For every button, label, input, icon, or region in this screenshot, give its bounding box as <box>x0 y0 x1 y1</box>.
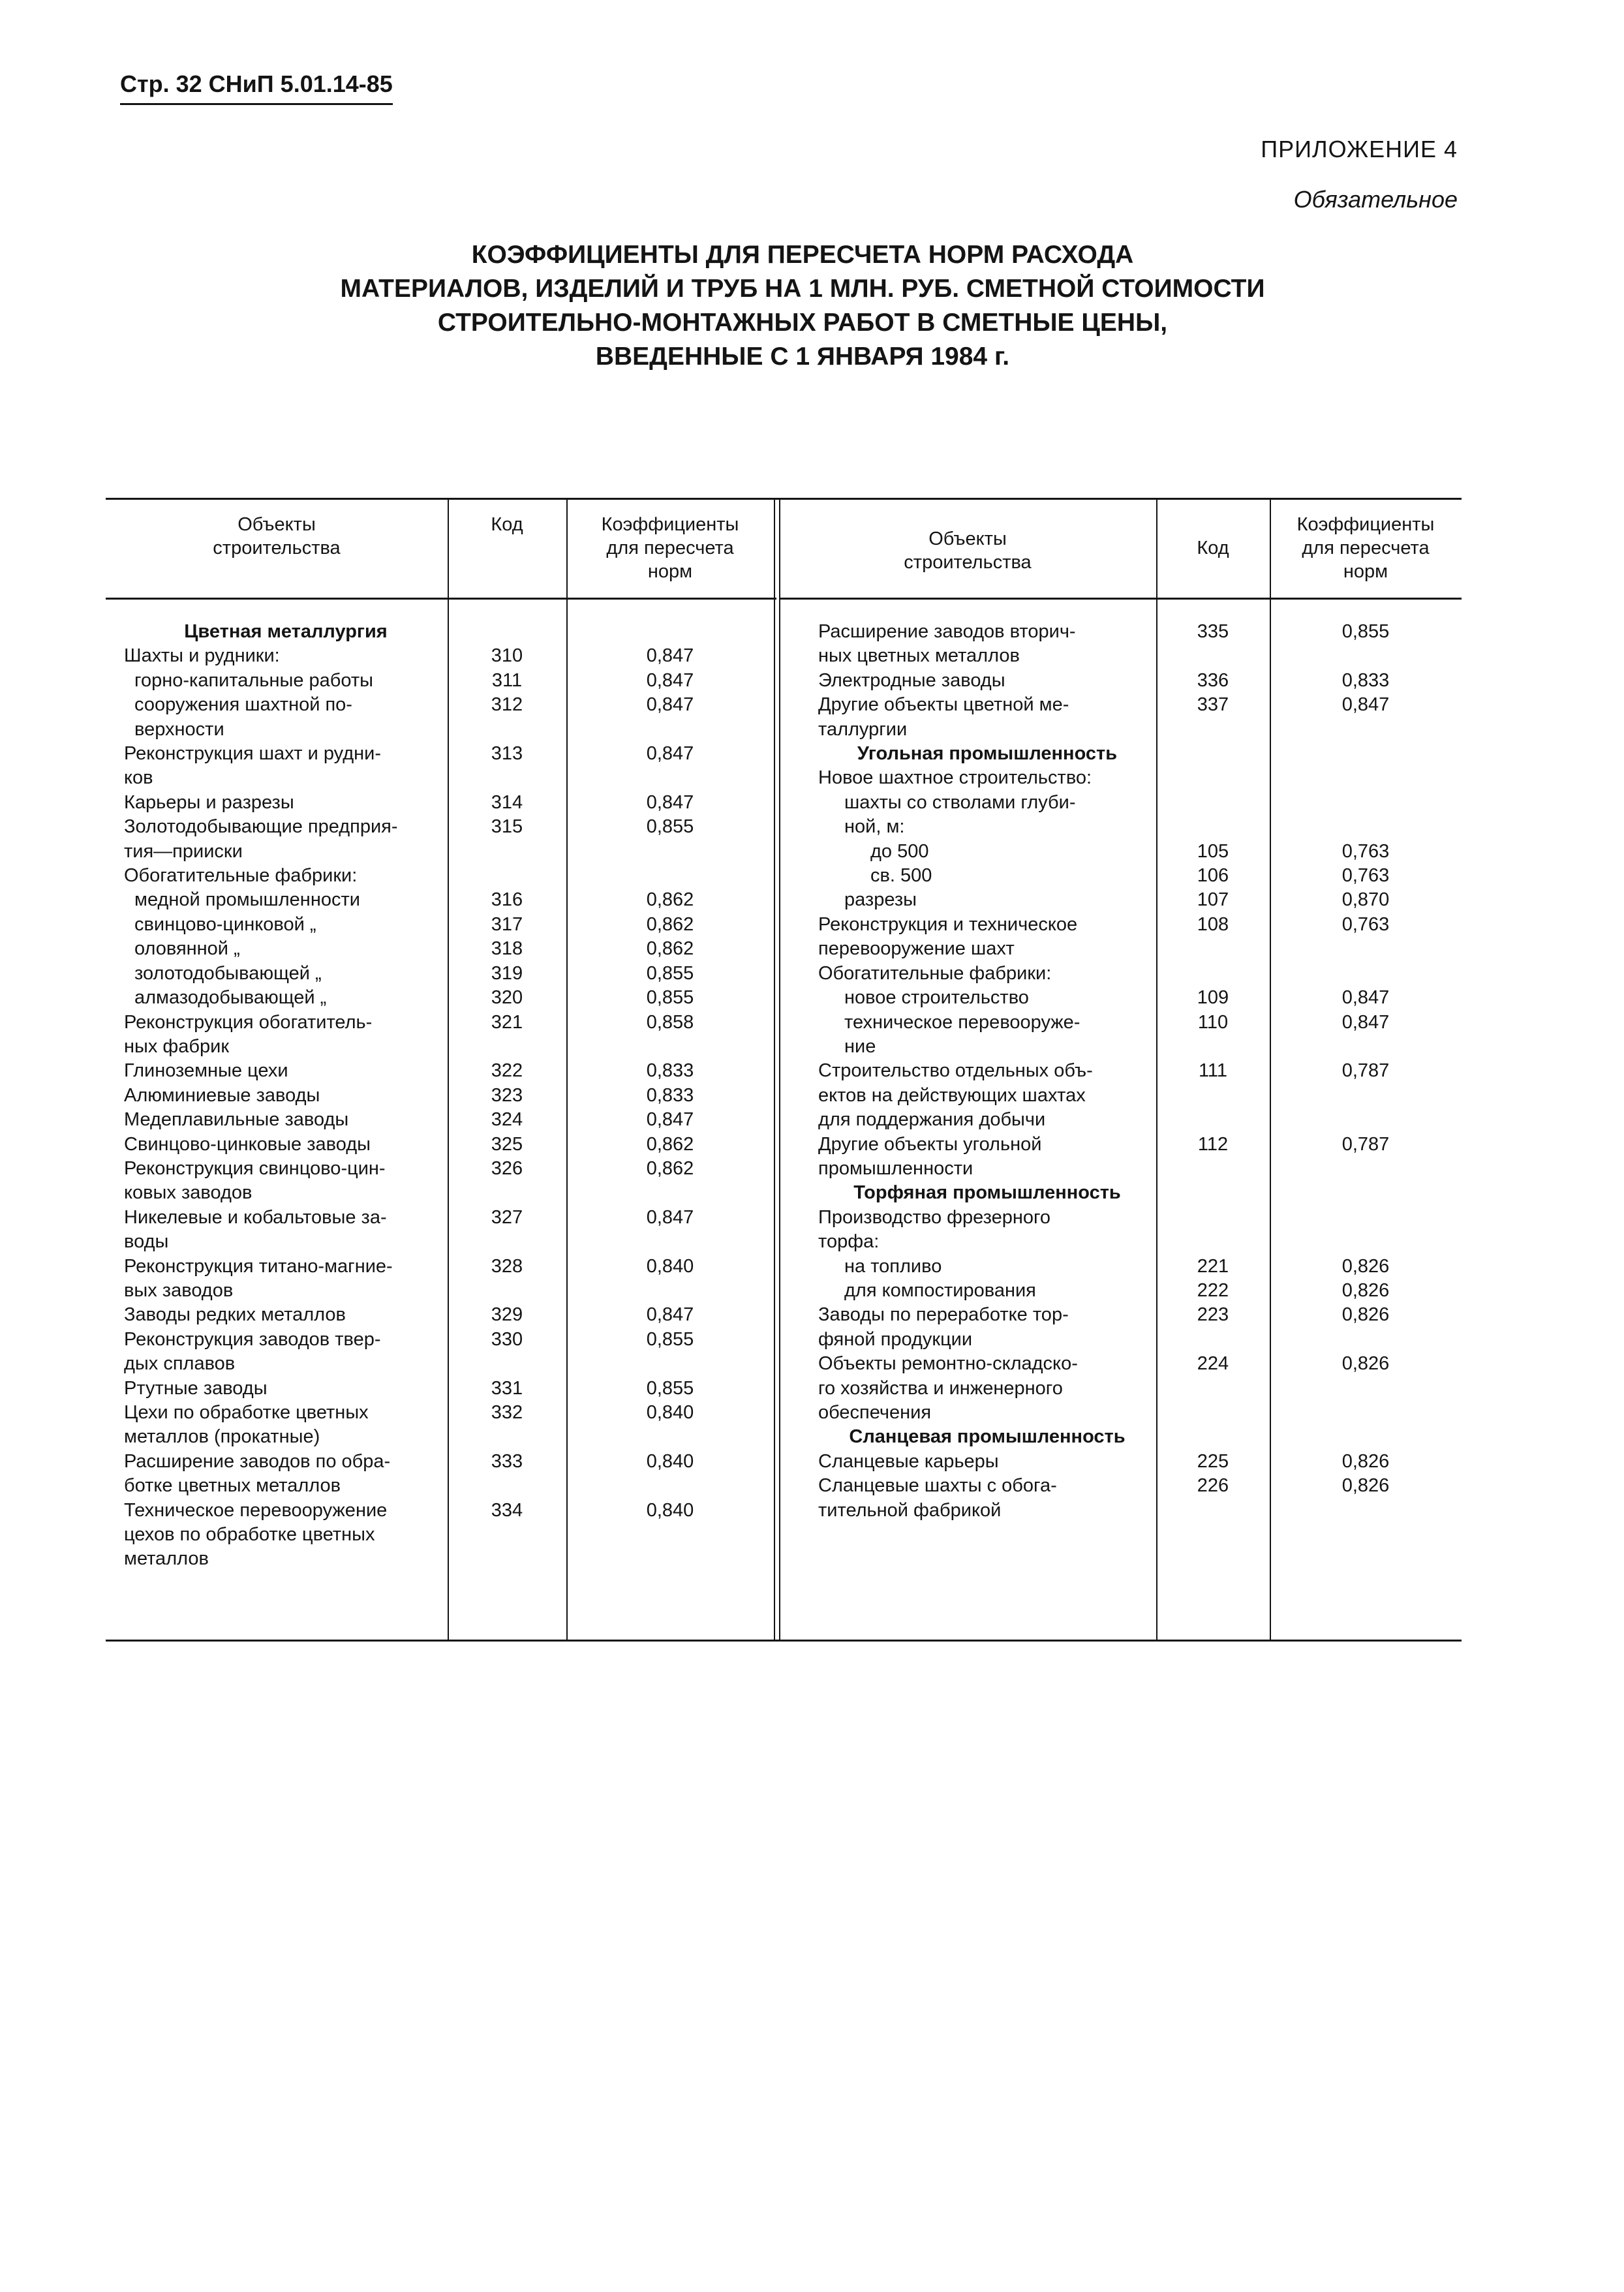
table-row <box>818 1133 1462 1157</box>
table-row <box>818 1157 1462 1181</box>
table-row <box>124 644 774 668</box>
object-name: Обогатительные фабрики: <box>124 865 358 887</box>
object-name: ботке цветных металлов <box>124 1475 341 1497</box>
object-name: верхности <box>134 718 224 740</box>
table-body-left <box>124 620 774 1572</box>
title-line: ВВЕДЕННЫЕ С 1 ЯНВАРЯ 1984 г. <box>595 343 1010 371</box>
object-name: Медеплавильные заводы <box>124 1109 349 1131</box>
code-cell: 324 <box>491 1109 523 1131</box>
table-row <box>818 962 1462 986</box>
code-cell: 330 <box>491 1328 523 1350</box>
object-name: воды <box>124 1231 169 1253</box>
code-cell: 221 <box>1197 1255 1229 1277</box>
object-name: Реконструкция и техническое <box>818 913 1078 935</box>
table-row <box>124 1523 774 1547</box>
table-row <box>818 1035 1462 1059</box>
code-cell: 311 <box>491 669 523 691</box>
table-row <box>124 840 774 864</box>
coefficient-cell: 0,826 <box>1341 1353 1390 1375</box>
coefficient-cell: 0,855 <box>646 987 694 1009</box>
table-row <box>124 1157 774 1181</box>
object-name: оловянной „ <box>134 938 240 960</box>
coefficient-cell: 0,826 <box>1341 1255 1390 1277</box>
table-row <box>124 1011 774 1035</box>
table-row <box>124 1425 774 1449</box>
table-row <box>124 1450 774 1474</box>
table-row <box>818 1011 1462 1035</box>
table-row <box>818 1255 1462 1279</box>
table-row <box>818 864 1462 888</box>
table-row <box>818 986 1462 1010</box>
coefficient-cell: 0,858 <box>646 1011 694 1033</box>
table-row <box>124 1377 774 1401</box>
code-cell: 224 <box>1197 1353 1229 1375</box>
code-cell: 112 <box>1197 1133 1229 1155</box>
code-cell: 336 <box>1197 669 1229 691</box>
object-name: дых сплавов <box>124 1353 236 1375</box>
table-row <box>818 791 1462 815</box>
code-cell: 329 <box>491 1304 523 1326</box>
object-name: шахты со стволами глуби- <box>844 791 1076 813</box>
header-code-right: Код <box>1197 538 1229 558</box>
table-row <box>124 1328 774 1352</box>
table-row <box>124 1352 774 1376</box>
table-row <box>818 1474 1462 1498</box>
code-cell: 320 <box>491 987 523 1009</box>
coefficient-cell: 0,870 <box>1341 889 1390 911</box>
table-row <box>124 913 774 937</box>
coefficient-cell: 0,833 <box>1341 669 1390 691</box>
appendix-label: ПРИЛОЖЕНИЕ 4 <box>1261 136 1458 162</box>
table-row <box>124 1230 774 1254</box>
coefficient-cell: 0,847 <box>646 1206 694 1228</box>
coefficient-cell: 0,847 <box>1341 694 1390 716</box>
divider-center-1 <box>774 498 775 1640</box>
object-name: Реконструкция свинцово-цин- <box>124 1157 386 1179</box>
table-row <box>818 718 1462 742</box>
coefficient-cell: 0,847 <box>646 669 694 691</box>
table-row <box>818 766 1462 790</box>
code-cell: 111 <box>1198 1060 1228 1082</box>
code-cell: 322 <box>491 1060 523 1082</box>
object-name: фяной продукции <box>818 1328 973 1350</box>
coefficient-cell: 0,787 <box>1341 1060 1390 1082</box>
mandatory-label: Обязательное <box>1293 186 1458 213</box>
code-cell: 312 <box>491 694 523 716</box>
coefficient-cell: 0,840 <box>646 1402 694 1423</box>
code-cell: 327 <box>491 1206 523 1228</box>
code-cell: 335 <box>1197 621 1229 642</box>
code-cell: 328 <box>491 1255 523 1277</box>
coefficient-cell: 0,826 <box>1341 1279 1390 1301</box>
section-heading <box>124 620 774 644</box>
coefficient-cell: 0,847 <box>646 645 694 667</box>
object-name: металлов <box>124 1548 209 1570</box>
code-cell: 225 <box>1197 1450 1229 1472</box>
code-cell: 316 <box>491 889 523 911</box>
code-cell: 314 <box>491 791 523 813</box>
code-cell: 310 <box>491 645 523 667</box>
object-name: Реконструкция шахт и рудни- <box>124 743 381 765</box>
coefficient-cell: 0,855 <box>646 1328 694 1350</box>
coefficient-cell: 0,847 <box>646 1304 694 1326</box>
object-name: ков <box>124 767 153 789</box>
coefficient-cell: 0,847 <box>646 791 694 813</box>
title-line: СТРОИТЕЛЬНО-МОНТАЖНЫХ РАБОТ В СМЕТНЫЕ ЦЕНЫ, <box>437 309 1168 337</box>
object-name: разрезы <box>844 889 917 911</box>
code-cell: 332 <box>491 1402 523 1423</box>
title-line: МАТЕРИАЛОВ, ИЗДЕЛИЙ И ТРУБ НА 1 МЛН. РУБ. СМЕТНОЙ СТОИМОСТИ <box>340 275 1265 303</box>
object-name: новое строительство <box>844 987 1029 1009</box>
object-name: Техническое перевооружение <box>124 1499 388 1521</box>
page-header: Стр. 32 СНиП 5.01.14-85 <box>120 70 393 105</box>
code-cell: 333 <box>491 1450 523 1472</box>
code-cell: 110 <box>1197 1011 1229 1033</box>
header-coef-left: Коэффициенты для пересчета норм <box>601 514 739 582</box>
object-name: таллургии <box>818 718 908 740</box>
table-row <box>124 1279 774 1303</box>
code-cell: 331 <box>491 1377 523 1399</box>
code-cell: 319 <box>491 962 523 984</box>
code-cell: 222 <box>1197 1279 1229 1301</box>
table-row <box>818 1279 1462 1303</box>
object-name: ковых заводов <box>124 1182 253 1204</box>
coefficient-cell: 0,840 <box>646 1450 694 1472</box>
table-top-rule <box>106 498 1462 500</box>
object-name: Расширение заводов вторич- <box>818 621 1076 642</box>
object-name: для компостирования <box>844 1279 1036 1301</box>
table-row <box>818 693 1462 717</box>
object-name: Электродные заводы <box>818 669 1005 691</box>
table-row <box>818 1206 1462 1230</box>
object-name: Сланцевые шахты с обога- <box>818 1475 1057 1497</box>
code-cell: 325 <box>491 1133 523 1155</box>
coefficient-cell: 0,833 <box>646 1084 694 1106</box>
coefficient-cell: 0,862 <box>646 913 694 935</box>
coefficient-cell: 0,826 <box>1341 1475 1390 1497</box>
coefficient-cell: 0,763 <box>1341 913 1390 935</box>
title-line: КОЭФФИЦИЕНТЫ ДЛЯ ПЕРЕСЧЕТА НОРМ РАСХОДА <box>471 241 1134 269</box>
table-row <box>818 1303 1462 1327</box>
object-name: Обогатительные фабрики: <box>818 962 1052 984</box>
table-row <box>124 1303 774 1327</box>
code-cell: 106 <box>1197 865 1229 887</box>
coefficient-cell: 0,840 <box>646 1499 694 1521</box>
header-bottom-rule-left <box>106 598 776 600</box>
object-name: Расширение заводов по обра- <box>124 1450 391 1472</box>
section-title: Торфяная промышленность <box>853 1182 1121 1204</box>
table-body-right <box>818 620 1462 1523</box>
table-row <box>818 937 1462 961</box>
code-cell: 315 <box>491 816 523 838</box>
object-name: сооружения шахтной по- <box>134 694 352 716</box>
object-name: свинцово-цинковой „ <box>134 913 316 935</box>
coefficient-cell: 0,847 <box>1341 987 1390 1009</box>
table-row <box>818 1450 1462 1474</box>
object-name: промышленности <box>818 1157 973 1179</box>
coefficient-cell: 0,826 <box>1341 1450 1390 1472</box>
table-row <box>124 1181 774 1205</box>
object-name: техническое перевооруже- <box>844 1011 1080 1033</box>
object-name: Алюминиевые заводы <box>124 1084 320 1106</box>
coefficient-cell: 0,855 <box>646 1377 694 1399</box>
section-heading <box>818 1425 1462 1449</box>
object-name: тия—прииски <box>124 840 243 862</box>
code-cell: 313 <box>491 743 523 765</box>
coefficient-cell: 0,855 <box>646 816 694 838</box>
header-objects-right: Объекты строительства <box>904 528 1032 573</box>
table-row <box>124 1084 774 1108</box>
coefficient-cell: 0,833 <box>646 1060 694 1082</box>
code-cell: 226 <box>1197 1475 1229 1497</box>
table-row <box>124 1499 774 1523</box>
code-cell: 223 <box>1197 1304 1229 1326</box>
object-name: Реконструкция титано-магние- <box>124 1255 393 1277</box>
table-row <box>818 815 1462 839</box>
object-name: Строительство отдельных объ- <box>818 1060 1093 1082</box>
document-title <box>196 238 1409 374</box>
code-cell: 318 <box>491 938 523 960</box>
table-row <box>818 840 1462 864</box>
table-row <box>818 888 1462 912</box>
coefficient-cell: 0,862 <box>646 938 694 960</box>
section-heading <box>818 1181 1462 1205</box>
table-row <box>124 1059 774 1083</box>
table-row <box>124 1108 774 1132</box>
coefficient-cell: 0,847 <box>646 743 694 765</box>
section-title: Сланцевая промышленность <box>849 1426 1126 1448</box>
object-name: Реконструкция заводов твер- <box>124 1328 381 1350</box>
code-cell: 337 <box>1197 694 1229 716</box>
section-title: Угольная промышленность <box>857 743 1118 765</box>
coefficient-cell: 0,847 <box>646 1109 694 1131</box>
table-row <box>818 1328 1462 1352</box>
code-cell: 323 <box>491 1084 523 1106</box>
coefficient-cell: 0,855 <box>1341 621 1390 642</box>
divider-center-2 <box>779 498 780 1640</box>
code-cell: 334 <box>491 1499 523 1521</box>
section-heading <box>818 742 1462 766</box>
object-name: Шахты и рудники: <box>124 645 280 667</box>
object-name: торфа: <box>818 1231 880 1253</box>
object-name: алмазодобывающей „ <box>134 987 327 1009</box>
header-coef-right: Коэффициенты для пересчета норм <box>1296 514 1435 582</box>
code-cell: 321 <box>491 1011 523 1033</box>
code-cell: 317 <box>491 913 523 935</box>
table-row <box>124 962 774 986</box>
object-name: до 500 <box>870 840 929 862</box>
object-name: Объекты ремонтно-складско- <box>818 1353 1078 1375</box>
table-row <box>124 1401 774 1425</box>
table-row <box>124 937 774 961</box>
object-name: Реконструкция обогатитель- <box>124 1011 373 1033</box>
object-name: Заводы редких металлов <box>124 1304 346 1326</box>
table-row <box>818 1230 1462 1254</box>
coefficient-cell: 0,855 <box>646 962 694 984</box>
header-bottom-rule-right <box>780 598 1462 600</box>
coefficient-cell: 0,826 <box>1341 1304 1390 1326</box>
object-name: перевооружение шахт <box>818 938 1015 960</box>
object-name: ных фабрик <box>124 1035 230 1057</box>
object-name: ных цветных металлов <box>818 645 1020 667</box>
object-name: Заводы по переработке тор- <box>818 1304 1069 1326</box>
table-row <box>124 815 774 839</box>
section-title: Цветная металлургия <box>184 621 388 642</box>
object-name: го хозяйства и инженерного <box>818 1377 1063 1399</box>
object-name: св. 500 <box>870 865 932 887</box>
object-name: Глиноземные цехи <box>124 1060 288 1082</box>
coefficient-cell: 0,847 <box>646 694 694 716</box>
table-row <box>818 1352 1462 1376</box>
table-row <box>124 693 774 717</box>
coefficient-cell: 0,763 <box>1341 865 1390 887</box>
table-row <box>818 1401 1462 1425</box>
object-name: Сланцевые карьеры <box>818 1450 999 1472</box>
code-cell: 326 <box>491 1157 523 1179</box>
table-row <box>818 1499 1462 1523</box>
object-name: вых заводов <box>124 1279 234 1301</box>
table-row <box>124 1547 774 1571</box>
object-name: Цехи по обработке цветных <box>124 1402 369 1423</box>
coefficient-cell: 0,763 <box>1341 840 1390 862</box>
table-row <box>124 1255 774 1279</box>
object-name: ние <box>844 1035 876 1057</box>
coefficient-cell: 0,787 <box>1341 1133 1390 1155</box>
coefficient-cell: 0,847 <box>1341 1011 1390 1033</box>
object-name: для поддержания добычи <box>818 1109 1046 1131</box>
object-name: Другие объекты угольной <box>818 1133 1042 1155</box>
table-row <box>124 864 774 888</box>
table-row <box>818 1059 1462 1083</box>
table-row <box>124 1133 774 1157</box>
table-row <box>818 1084 1462 1108</box>
code-cell: 108 <box>1197 913 1229 935</box>
table-row <box>124 718 774 742</box>
table-row <box>124 986 774 1010</box>
table-row <box>124 669 774 693</box>
object-name: Ртутные заводы <box>124 1377 268 1399</box>
table-row <box>124 1035 774 1059</box>
coefficient-cell: 0,840 <box>646 1255 694 1277</box>
object-name: Свинцово-цинковые заводы <box>124 1133 371 1155</box>
header-objects-left: Объекты строительства <box>213 514 341 558</box>
coefficient-cell: 0,862 <box>646 1133 694 1155</box>
object-name: золотодобывающей „ <box>134 962 322 984</box>
object-name: Никелевые и кобальтовые за- <box>124 1206 387 1228</box>
object-name: Карьеры и разрезы <box>124 791 294 813</box>
table-row <box>818 669 1462 693</box>
code-cell: 107 <box>1197 889 1229 911</box>
code-cell: 105 <box>1197 840 1229 862</box>
object-name: тительной фабрикой <box>818 1499 1002 1521</box>
table-bottom-rule <box>106 1640 1462 1642</box>
header-code-left: Код <box>491 514 523 535</box>
table-row <box>818 620 1462 644</box>
object-name: на топливо <box>844 1255 942 1277</box>
object-name: Новое шахтное строительство: <box>818 767 1092 789</box>
code-cell: 109 <box>1197 987 1229 1009</box>
table-row <box>124 791 774 815</box>
table-row <box>124 766 774 790</box>
table-row <box>818 1108 1462 1132</box>
object-name: обеспечения <box>818 1402 932 1423</box>
object-name: цехов по обработке цветных <box>124 1524 375 1546</box>
table-row <box>818 644 1462 668</box>
object-name: металлов (прокатные) <box>124 1426 320 1448</box>
table-row <box>124 742 774 766</box>
object-name: ектов на действующих шахтах <box>818 1084 1086 1106</box>
table-row <box>124 1206 774 1230</box>
table-row <box>124 888 774 912</box>
object-name: горно-капитальные работы <box>134 669 373 691</box>
object-name: ной, м: <box>844 816 905 838</box>
table-row <box>818 1377 1462 1401</box>
object-name: медной промышленности <box>134 889 360 911</box>
table-row <box>818 913 1462 937</box>
object-name: Производство фрезерного <box>818 1206 1051 1228</box>
object-name: Золотодобывающие предприя- <box>124 816 398 838</box>
object-name: Другие объекты цветной ме- <box>818 694 1069 716</box>
coefficient-cell: 0,862 <box>646 1157 694 1179</box>
coefficient-cell: 0,862 <box>646 889 694 911</box>
table-row <box>124 1474 774 1498</box>
